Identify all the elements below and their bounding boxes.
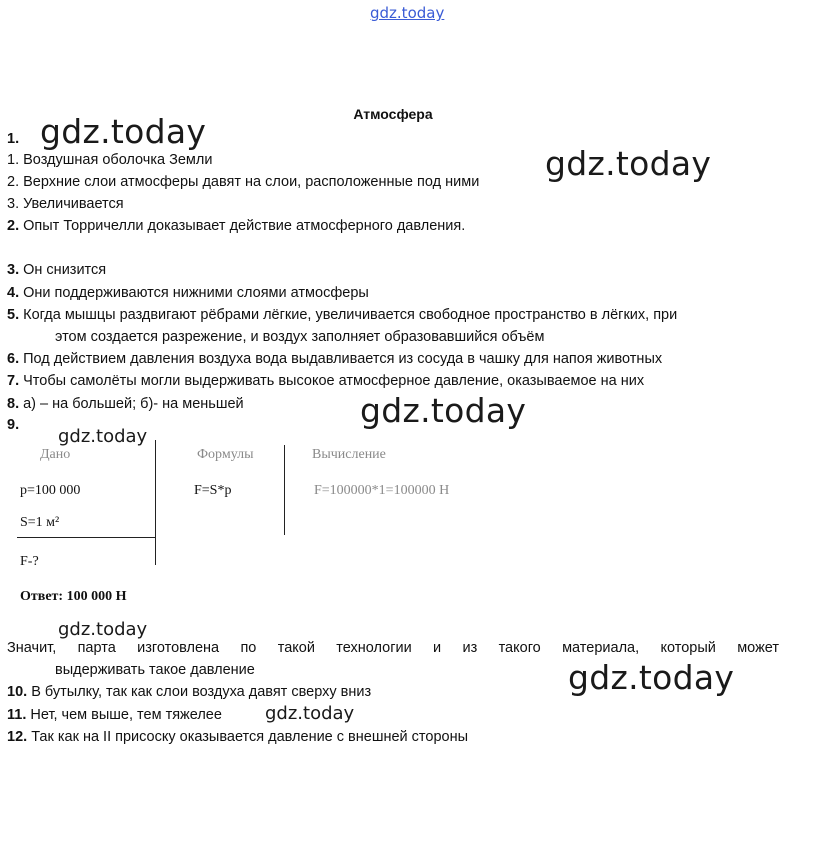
answer-text: этом создается разрежение, и воздух заполняет образовавшийся объём <box>55 329 545 345</box>
answer-text: Нет, чем выше, тем тяжелее <box>26 707 222 723</box>
answer-text: Он снизится <box>19 262 107 278</box>
given-value: S=1 м² <box>20 515 60 530</box>
answer-text: Опыт Торричелли доказывает действие атмосферного давления. <box>19 218 466 234</box>
answer-text: Чтобы самолёты могли выдерживать высокое атмосферное давление, оказываемое на них <box>19 373 645 389</box>
table-divider <box>155 440 156 565</box>
watermark-top: gdz.today <box>370 4 445 22</box>
watermark: gdz.today <box>360 391 527 430</box>
answer-number: 7. <box>7 373 20 389</box>
answer-text: а) – на большей; б)- на меньшей <box>19 396 244 412</box>
question-number: 1. <box>7 131 20 147</box>
answer-number: 3. <box>7 262 20 278</box>
answer-text: В бутылку, так как слои воздуха давят сверху вниз <box>27 684 372 700</box>
answer-number: 5. <box>7 307 20 323</box>
answer-line <box>7 396 244 412</box>
watermark: gdz.today <box>568 658 735 697</box>
task-answer: Ответ: 100 000 Н <box>20 589 127 604</box>
given-value: p=100 000 <box>20 483 81 498</box>
watermark: gdz.today <box>545 144 712 183</box>
formula: F=S*p <box>194 483 232 498</box>
answer-number: 2. <box>7 218 20 234</box>
unknown-value: F-? <box>20 554 39 569</box>
answer-number: 11. <box>7 707 27 723</box>
table-divider <box>284 445 285 535</box>
answer-line: 3. Увеличивается <box>7 196 124 212</box>
answer-line <box>7 351 662 367</box>
table-divider <box>17 537 155 538</box>
page-title: Атмосфера <box>353 106 433 122</box>
paragraph-line: Значит, парта изготовлена по такой технологии и из такого материала, который может <box>7 640 779 656</box>
answer-line <box>7 373 644 389</box>
answer-line: 2. Верхние слои атмосферы давят на слои, расположенные под ними <box>7 174 480 190</box>
answer-number: 9. <box>7 417 20 433</box>
answer-line <box>7 684 371 700</box>
answer-text: Так как на II присоску оказывается давление с внешней стороны <box>27 729 469 745</box>
answer-line <box>7 417 19 433</box>
answer-number: 10. <box>7 684 28 700</box>
answer-line <box>7 307 677 323</box>
answer-line <box>7 707 222 723</box>
watermark-small: gdz.today <box>265 703 355 724</box>
table-header-given: Дано <box>40 447 71 462</box>
table-header-formulas: Формулы <box>197 447 254 462</box>
answer-line <box>55 329 544 345</box>
answer-line <box>7 262 106 278</box>
answer-text: Они поддерживаются нижними слоями атмосферы <box>19 285 369 301</box>
answer-number: 8. <box>7 396 20 412</box>
answer-number: 6. <box>7 351 20 367</box>
answer-line <box>7 285 369 301</box>
answer-line <box>7 218 465 234</box>
answer-text: Под действием давления воздуха вода выдавливается из сосуда в чашку для напоя животных <box>19 351 663 367</box>
watermark: gdz.today <box>40 112 207 151</box>
table-header-calculation: Вычисление <box>312 447 386 462</box>
answer-line: 1. Воздушная оболочка Земли <box>7 152 213 168</box>
watermark-small: gdz.today <box>58 426 148 447</box>
watermark-small: gdz.today <box>58 619 148 640</box>
paragraph-line: выдерживать такое давление <box>55 662 255 678</box>
answer-number: 4. <box>7 285 20 301</box>
calculation: F=100000*1=100000 Н <box>314 483 450 498</box>
answer-line <box>7 729 468 745</box>
answer-text: Когда мышцы раздвигают рёбрами лёгкие, увеличивается свободное пространство в лёгких, при <box>19 307 678 323</box>
answer-number: 12. <box>7 729 28 745</box>
